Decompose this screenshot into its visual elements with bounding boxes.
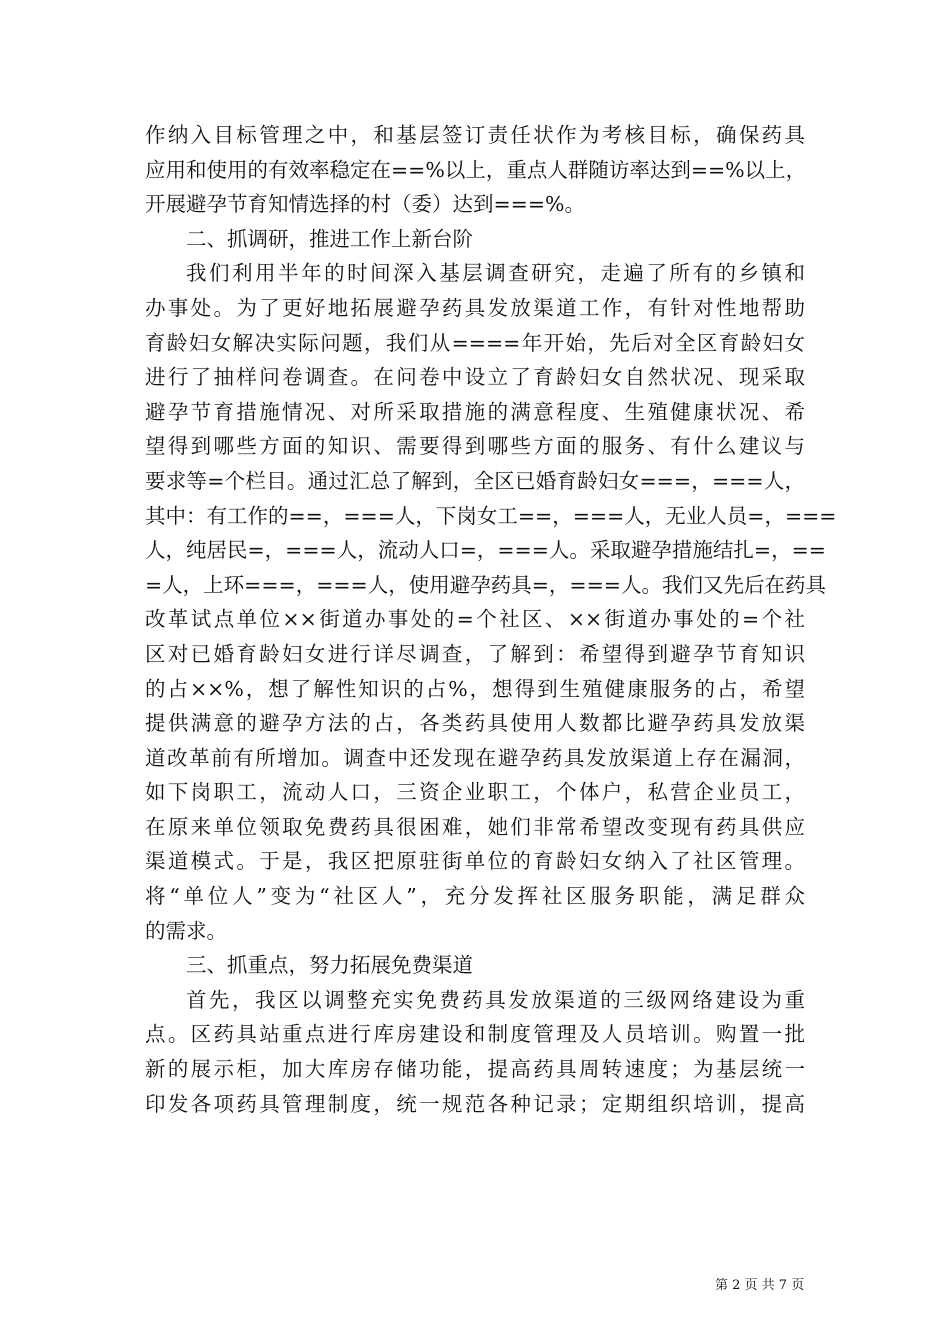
body-line: 的需求。 (145, 918, 227, 943)
body-line: 进行了抽样问卷调查。在问卷中设立了育龄妇女自然状况、现采取 (145, 365, 805, 390)
body-line: 人，纯居民=，===人，流动人口=，===人。采取避孕措施结扎=，== (145, 538, 826, 563)
body-line: 应用和使用的有效率稳定在==%以上，重点人群随访率达到==%以上， (145, 157, 807, 182)
body-line: 我们利用半年的时间深入基层调查研究，走遍了所有的乡镇和 (186, 261, 805, 286)
body-line: 在原来单位领取免费药具很困难，她们非常希望改变现有药具供应 (145, 814, 805, 839)
section-heading: 三、抓重点，努力拓展免费渠道 (186, 953, 473, 978)
body-line: 其中：有工作的==，===人，下岗女工==，===人，无业人员=，=== (145, 503, 837, 528)
body-line: 印发各项药具管理制度，统一规范各种记录；定期组织培训，提高 (145, 1091, 805, 1116)
body-line: 避孕节育措施情况、对所采取措施的满意程度、生殖健康状况、希 (145, 399, 805, 424)
body-line: 提供满意的避孕方法的占，各类药具使用人数都比避孕药具发放渠 (145, 711, 805, 736)
document-body (145, 118, 837, 1121)
body-line: 点。区药具站重点进行库房建设和制度管理及人员培训。购置一批 (145, 1022, 805, 1047)
body-line: 将“单位人”变为“社区人”，充分发挥社区服务职能，满足群众 (145, 884, 805, 909)
body-line: 的占××%，想了解性知识的占%，想得到生殖健康服务的占，希望 (145, 676, 805, 701)
body-line: 要求等=个栏目。通过汇总了解到，全区已婚育龄妇女===，===人， (145, 468, 805, 493)
body-line: 望得到哪些方面的知识、需要得到哪些方面的服务、有什么建议与 (145, 434, 805, 459)
body-line: 道改革前有所增加。调查中还发现在避孕药具发放渠道上存在漏洞， (145, 745, 805, 770)
body-line: 首先，我区以调整充实免费药具发放渠道的三级网络建设为重 (186, 987, 805, 1012)
page-number: 第 2 页 共 7 页 (715, 1278, 805, 1293)
body-line: 改革试点单位××街道办事处的=个社区、××街道办事处的=个社 (145, 607, 805, 632)
body-line: 如下岗职工，流动人口，三资企业职工，个体户，私营企业员工， (145, 780, 805, 805)
body-line: 办事处。为了更好地拓展避孕药具发放渠道工作，有针对性地帮助 (145, 295, 805, 320)
section-heading: 二、抓调研，推进工作上新台阶 (186, 226, 473, 251)
body-line: 渠道模式。于是，我区把原驻街单位的育龄妇女纳入了社区管理。 (145, 849, 805, 874)
body-line: 新的展示柜，加大库房存储功能，提高药具周转速度；为基层统一 (145, 1057, 805, 1082)
body-line: 作纳入目标管理之中，和基层签订责任状作为考核目标，确保药具 (145, 123, 805, 147)
body-line: 区对已婚育龄妇女进行详尽调查，了解到：希望得到避孕节育知识 (145, 641, 805, 666)
body-line: 开展避孕节育知情选择的村（委）达到===%。 (145, 192, 586, 217)
body-line: =人，上环===，===人，使用避孕药具=，===人。我们又先后在药具 (145, 572, 826, 597)
body-line: 育龄妇女解决实际问题，我们从====年开始，先后对全区育龄妇女 (145, 330, 805, 355)
